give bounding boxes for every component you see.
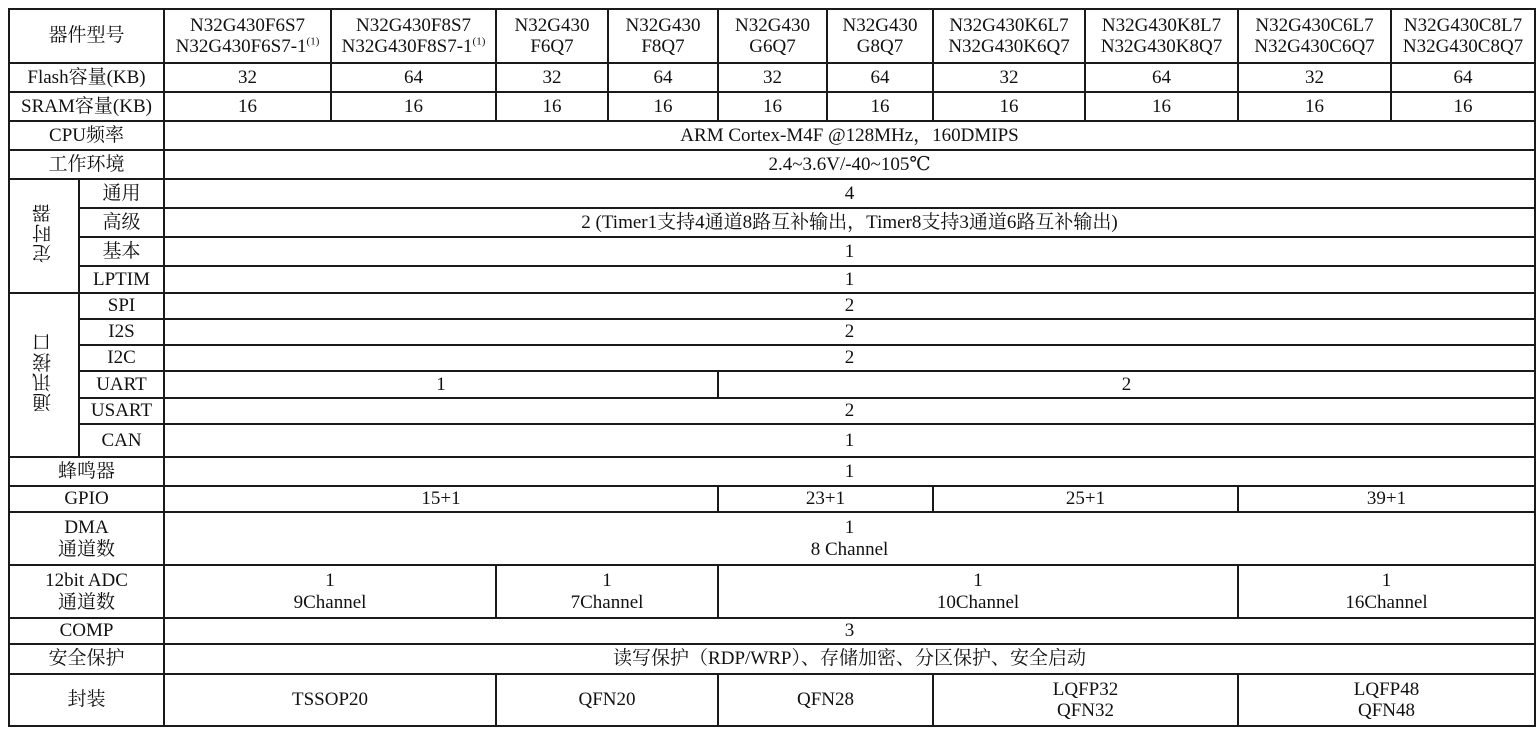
package-value: TSSOP20 (164, 674, 496, 726)
adc-row (9, 565, 1535, 618)
buzzer-row (9, 457, 1535, 486)
flash-value: 64 (1085, 63, 1238, 92)
timer-general-row (9, 179, 1535, 208)
model-cell: N32G430 G8Q7 (827, 9, 933, 63)
package-value: LQFP32 QFN32 (933, 674, 1238, 726)
comm-uart-row (9, 371, 1535, 398)
comm-usart-row (9, 398, 1535, 424)
env-value: 2.4~3.6V/-40~105℃ (164, 150, 1535, 179)
header-row (9, 9, 1535, 63)
flash-value: 32 (164, 63, 331, 92)
timer-basic-label: 基本 (79, 237, 164, 266)
model-cell: N32G430F6S7 N32G430F6S7-1$^{(1)}$ (164, 9, 331, 63)
comp-row (9, 618, 1535, 644)
comm-i2s-value: 2 (164, 319, 1535, 345)
sram-label: SRAM容量(KB) (9, 92, 164, 121)
spec-table (8, 8, 1536, 727)
timer-group-label: 定时器 (9, 179, 79, 293)
comm-spi-value: 2 (164, 293, 1535, 319)
comm-i2c-value: 2 (164, 345, 1535, 371)
package-value: QFN28 (718, 674, 933, 726)
comm-i2s-row (9, 319, 1535, 345)
flash-value: 64 (827, 63, 933, 92)
comm-can-label: CAN (79, 424, 164, 457)
comm-uart-value-a: 1 (164, 371, 718, 398)
comm-i2c-row (9, 345, 1535, 371)
timer-general-value: 4 (164, 179, 1535, 208)
sram-value: 16 (608, 92, 718, 121)
model-cell: N32G430K6L7 N32G430K6Q7 (933, 9, 1085, 63)
dma-label: DMA 通道数 (9, 512, 164, 565)
buzzer-value: 1 (164, 457, 1535, 486)
footnote-marker: (1) (306, 35, 320, 48)
sram-value: 16 (718, 92, 827, 121)
timer-lptim-label: LPTIM (79, 266, 164, 293)
sram-value: 16 (827, 92, 933, 121)
comm-spi-label: SPI (79, 293, 164, 319)
timer-basic-value: 1 (164, 237, 1535, 266)
adc-value: 1 7Channel (496, 565, 718, 618)
timer-advanced-label: 高级 (79, 208, 164, 237)
flash-value: 32 (933, 63, 1085, 92)
comm-uart-label: UART (79, 371, 164, 398)
flash-value: 32 (496, 63, 608, 92)
gpio-value: 23+1 (718, 486, 933, 512)
flash-row (9, 63, 1535, 92)
package-value: LQFP48 QFN48 (1238, 674, 1535, 726)
flash-value: 64 (331, 63, 496, 92)
buzzer-label: 蜂鸣器 (9, 457, 164, 486)
comm-i2c-label: I2C (79, 345, 164, 371)
comm-uart-value-b: 2 (718, 371, 1535, 398)
model-cell: N32G430K8L7 N32G430K8Q7 (1085, 9, 1238, 63)
comm-group-label: 通讯接口 (9, 293, 79, 457)
comm-usart-value: 2 (164, 398, 1535, 424)
comm-can-value: 1 (164, 424, 1535, 457)
model-cell: N32G430C8L7 N32G430C8Q7 (1391, 9, 1535, 63)
adc-value: 1 9Channel (164, 565, 496, 618)
security-label: 安全保护 (9, 644, 164, 674)
dma-row (9, 512, 1535, 565)
gpio-value: 25+1 (933, 486, 1238, 512)
security-value: 读写保护（RDP/WRP）、存储加密、分区保护、安全启动 (164, 644, 1535, 674)
cpu-row (9, 121, 1535, 150)
package-row (9, 674, 1535, 726)
timer-basic-row (9, 237, 1535, 266)
model-cell: N32G430F8S7 N32G430F8S7-1$^{(1)}$ (331, 9, 496, 63)
dma-value: 1 8 Channel (164, 512, 1535, 565)
sram-value: 16 (1238, 92, 1391, 121)
flash-value: 64 (608, 63, 718, 92)
gpio-value: 39+1 (1238, 486, 1535, 512)
timer-advanced-value: 2 (Timer1支持4通道8路互补输出，Timer8支持3通道6路互补输出) (164, 208, 1535, 237)
comp-label: COMP (9, 618, 164, 644)
adc-label: 12bit ADC 通道数 (9, 565, 164, 618)
package-label: 封装 (9, 674, 164, 726)
gpio-value: 15+1 (164, 486, 718, 512)
cpu-value: ARM Cortex-M4F @128MHz，160DMIPS (164, 121, 1535, 150)
gpio-row (9, 486, 1535, 512)
footnote-marker: (1) (472, 35, 486, 48)
comm-spi-row (9, 293, 1535, 319)
security-row (9, 644, 1535, 674)
sram-value: 16 (331, 92, 496, 121)
comm-usart-label: USART (79, 398, 164, 424)
comp-value: 3 (164, 618, 1535, 644)
env-label: 工作环境 (9, 150, 164, 179)
gpio-label: GPIO (9, 486, 164, 512)
sram-value: 16 (1085, 92, 1238, 121)
adc-value: 1 10Channel (718, 565, 1238, 618)
timer-general-label: 通用 (79, 179, 164, 208)
sram-value: 16 (1391, 92, 1535, 121)
flash-label: Flash容量(KB) (9, 63, 164, 92)
model-cell: N32G430C6L7 N32G430C6Q7 (1238, 9, 1391, 63)
flash-value: 32 (718, 63, 827, 92)
package-value: QFN20 (496, 674, 718, 726)
sram-row (9, 92, 1535, 121)
env-row (9, 150, 1535, 179)
sram-value: 16 (164, 92, 331, 121)
comm-can-row (9, 424, 1535, 457)
timer-advanced-row (9, 208, 1535, 237)
sram-value: 16 (933, 92, 1085, 121)
model-cell: N32G430 F6Q7 (496, 9, 608, 63)
model-cell: N32G430 G6Q7 (718, 9, 827, 63)
comm-i2s-label: I2S (79, 319, 164, 345)
sram-value: 16 (496, 92, 608, 121)
cpu-label: CPU频率 (9, 121, 164, 150)
timer-lptim-row (9, 266, 1535, 293)
timer-lptim-value: 1 (164, 266, 1535, 293)
header-label: 器件型号 (9, 9, 164, 63)
adc-value: 1 16Channel (1238, 565, 1535, 618)
flash-value: 32 (1238, 63, 1391, 92)
flash-value: 64 (1391, 63, 1535, 92)
model-cell: N32G430 F8Q7 (608, 9, 718, 63)
